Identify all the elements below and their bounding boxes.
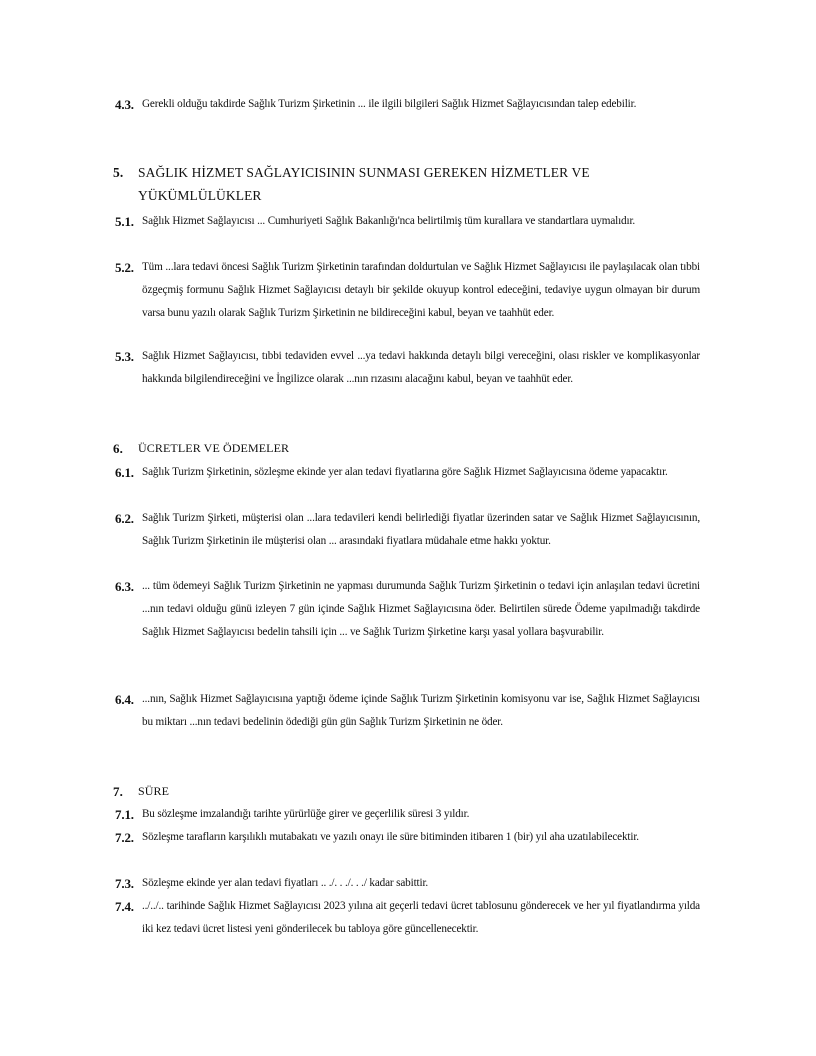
section-title: SAĞLIK HİZMET SAĞLAYICISININ SUNMASI GEREKEN HİZMETLER VE YÜKÜMLÜLÜKLER [138,165,590,203]
clause-6-3 [115,575,700,644]
clause-6-4 [115,688,700,734]
section-title: ÜCRETLER VE ÖDEMELER [138,441,290,455]
section-number: 5. [113,165,124,180]
section-7-heading [113,780,673,803]
clause-text: ...nın, Sağlık Hizmet Sağlayıcısına yaptığı ödeme içinde Sağlık Turizm Şirketinin komisyonu var ise, Sağlık Hizmet Sağlayıcısı bu miktarı ...nın tedavi bedelinin ödediği gün gün Sağlık Turizm Şirketinin ne öder. [142,693,700,728]
section-number: 7. [113,784,123,799]
clause-5-1 [115,210,700,233]
clause-7-2 [115,826,700,849]
clause-text: ../../.. tarihinde Sağlık Hizmet Sağlayıcısı 2023 yılına ait geçerli tedavi ücret tablosunu gönderecek ve her yıl fiyatlandırma yılda iki kez tedavi ücret listesi yeni gönderilecek bu tabloya göre güncellenecektir. [142,900,700,935]
section-number: 6. [113,441,123,456]
clause-6-1 [115,461,700,484]
clause-7-4 [115,895,700,941]
clause-number: 5.1. [115,214,134,229]
section-6-heading [113,437,673,460]
clause-6-2 [115,507,700,553]
clause-text: Tüm ...lara tedavi öncesi Sağlık Turizm Şirketinin tarafından doldurtulan ve Sağlık Hizmet Sağlayıcısı ile paylaşılacak olan tıbbi özgeçmiş formunu Sağlık Hizmet Sağlayıcısı detaylı bir şekilde okuyup kontrol edeceğini, tedaviye uygun olmayan bir durum varsa bunu yazılı olarak Sağlık Turizm Şirketinin ne bildireceğini kabul, beyan ve taahhüt eder. [142,261,700,319]
clause-number: 6.4. [115,692,134,707]
clause-number: 7.2. [115,830,134,845]
section-5-heading [113,161,673,207]
clause-text: Sağlık Hizmet Sağlayıcısı, tıbbi tedaviden evvel ...ya tedavi hakkında detaylı bilgi vereceğini, olası riskler ve komplikasyonlar hakkında bilgilendireceğini ve İngilizce olarak ...nın rızasını alacağını kabul, beyan ve taahhüt eder. [142,350,700,385]
clause-number: 7.4. [115,899,134,914]
section-title: SÜRE [138,784,170,798]
clause-text: Sözleşme ekinde yer alan tedavi fiyatları .. ./. . ./. . ./ kadar sabittir. [142,877,429,889]
clause-number: 4.3. [115,97,134,112]
clause-number: 5.2. [115,260,134,275]
clause-number: 7.1. [115,807,134,822]
clause-7-1 [115,803,700,826]
clause-number: 6.1. [115,465,134,480]
clause-5-2 [115,256,700,325]
clause-text: Gerekli olduğu takdirde Sağlık Turizm Şirketinin ... ile ilgili bilgileri Sağlık Hizmet Sağlayıcısından talep edebilir. [142,98,637,110]
clause-text: Sözleşme tarafların karşılıklı mutabakatı ve yazılı onayı ile süre bitiminden itibaren 1 (bir) yıl aha uzatılabilecektir. [142,831,639,843]
clause-number: 5.3. [115,349,134,364]
clause-text: ... tüm ödemeyi Sağlık Turizm Şirketinin ne yapması durumunda Sağlık Turizm Şirketinin o tedavi için anlaşılan tedavi ücretini ...nın tedavi olduğu günü izleyen 7 gün içinde Sağlık Hizmet Sağlayıcısına öder. Belirtilen sürede Ödeme yapılmadığı takdirde Sağlık Hizmet Sağlayıcısı bedelin tahsili için ... ve Sağlık Turizm Şirketine karşı yasal yollara başvurabilir. [142,580,700,638]
clause-7-3 [115,872,700,895]
clause-5-3 [115,345,700,391]
clause-number: 6.3. [115,579,134,594]
clause-number: 7.3. [115,876,134,891]
clause-text: Sağlık Turizm Şirketinin, sözleşme ekinde yer alan tedavi fiyatlarına göre Sağlık Hizmet Sağlayıcısına ödeme yapacaktır. [142,466,668,478]
clause-text: Bu sözleşme imzalandığı tarihte yürürlüğe girer ve geçerlilik süresi 3 yıldır. [142,808,470,820]
clause-text: Sağlık Hizmet Sağlayıcısı ... Cumhuriyeti Sağlık Bakanlığı'nca belirtilmiş tüm kurallara ve standartlara uymalıdır. [142,215,636,227]
clause-4-3 [115,93,700,116]
clause-text: Sağlık Turizm Şirketi, müşterisi olan ...lara tedavileri kendi belirlediği fiyatlar üzerinden satar ve Sağlık Hizmet Sağlayıcısının, Sağlık Turizm Şirketinin ile müşterisi olan ... arasındaki fiyatlara müdahale etme hakkı yoktur. [142,512,700,547]
clause-number: 6.2. [115,511,134,526]
